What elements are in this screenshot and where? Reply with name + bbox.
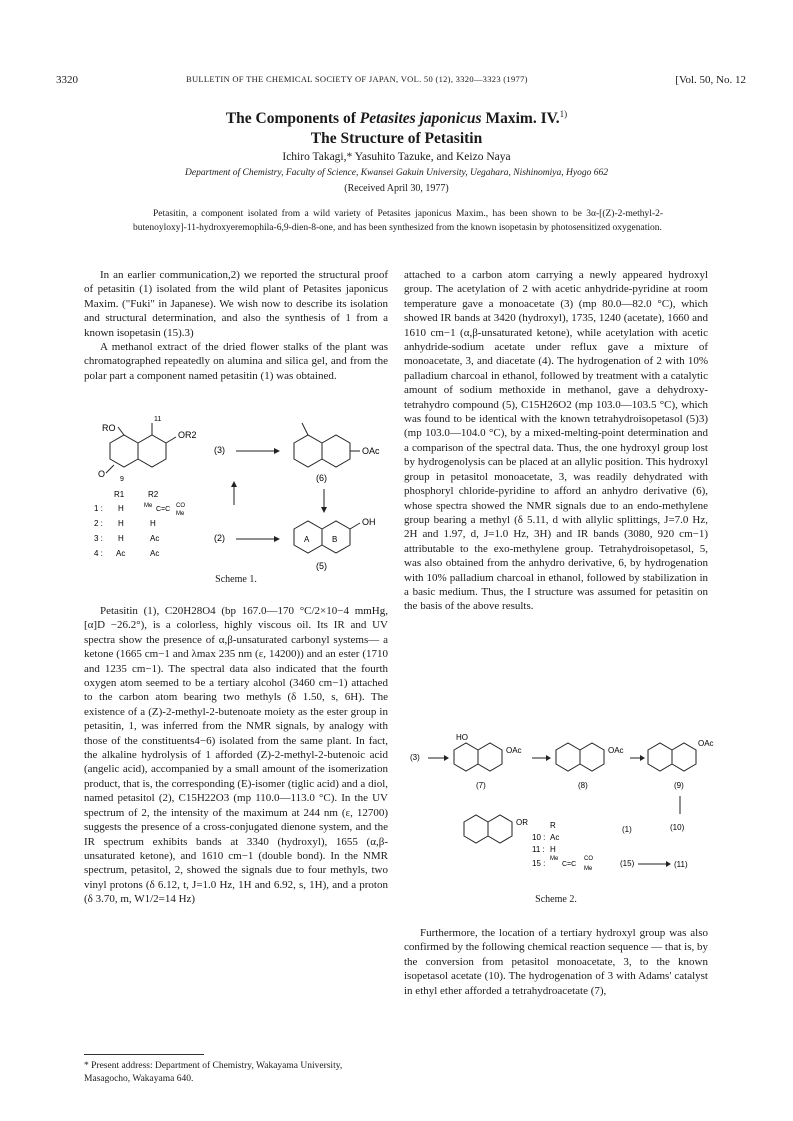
r11-val: H (550, 845, 556, 854)
right-column-top (404, 268, 708, 614)
row-2-r1: H (118, 519, 124, 528)
compound-5-label: (5) (316, 561, 327, 571)
compound-r-structure (464, 815, 512, 843)
or-label: OR (516, 818, 528, 827)
row-4-num: 4 : (94, 549, 103, 558)
ro-label: RO (102, 423, 116, 433)
compound-8-label: (8) (578, 781, 588, 790)
paragraph: Furthermore, the location of a tertiary hydroxyl group was also confirmed by the following chemical reaction sequence — that is, by the conversion from petasitol monoacetate, 3, to the known isopetasol acetate (10). The hydrogenation of 3 with Adams' catalyst in ethyl ether afforded a tetrahydroacetate (7), (404, 927, 708, 997)
author-list: Ichiro Takagi,* Yasuhito Tazuke, and Keizo Naya (282, 151, 511, 163)
page-number: 3320 (56, 74, 78, 86)
o-label: O (98, 469, 106, 479)
arrowhead-icon (274, 448, 280, 454)
affiliation: Department of Chemistry, Faculty of Science, Kwansei Gakuin University, Uegahara, Nishinomiya, Hyogo 662 (185, 168, 608, 178)
scheme-2-figure (404, 726, 714, 876)
n9-label: 9 (120, 476, 124, 483)
compound-9-structure (648, 743, 696, 771)
row-4-r2: Ac (150, 549, 160, 558)
row-1-num: 1 : (94, 504, 103, 513)
oac-label: OAc (506, 746, 522, 755)
r15-cc: C=C (562, 861, 577, 868)
oac-label-3: OAc (698, 739, 714, 748)
left-column-top (84, 268, 388, 383)
n11-label: 11 (154, 416, 162, 423)
arrowhead-icon (231, 481, 237, 487)
compound-3-label: (3) (410, 753, 420, 762)
ho-label: HO (456, 733, 468, 742)
arrowhead-icon (666, 861, 671, 867)
r15-me: Me (550, 856, 559, 862)
row-4-r1: Ac (116, 549, 126, 558)
r10-val: Ac (550, 833, 560, 842)
oac-label: OAc (362, 446, 380, 456)
arrow-label-3: (3) (214, 445, 225, 455)
or2-label: OR2 (178, 430, 197, 440)
arrowhead-icon (640, 755, 645, 761)
volume-label: [Vol. 50, No. 12 (675, 74, 746, 86)
ring-b-label: B (332, 535, 338, 544)
row-3-r2: Ac (150, 534, 160, 543)
row-1-r1: H (118, 504, 124, 513)
angeloyl-me2: Me (176, 511, 185, 517)
paper-title (80, 104, 713, 149)
paragraph: attached to a carbon atom carrying a newly appeared hydroxyl group. The acetylation of 2 with acetic anhydride-pyridine at room temperature gave a monoacetate (3) (mp 80.0—82.0 °C), which showed IR bands at 3420 (hydroxyl), 1735, 1240 (acetate), 1660 and 1610 cm−1 (α,β-unsaturated ketone), while acetylation with acetic anhydride-sodium acetate under reflux gave a mixture of monoacetate, 3, and diacetate (4). The hydrogenation of 2 with 10% palladium charcoal in ethanol, followed by treatment with a catalytic amount of sodium methoxide in methanol, gave a dehydroxy-tetrahydro compound (5), C15H26O2 (mp 103.0—103.5 °C), which was found to be identical with the known tetrahydroisopetasol (5)3) (mp 103.0—104.0 °C), by a mixed-melting-point determination and a comparison of the spectral data. Thus, the one hydroxyl group lost by hydrogenolysis can be placed at an allylic position. This hydroxyl group in petasitol monoacetate, 3, was readily dehydrated with phosphoryl chloride-pyridine to afford an anhydro derivative (6), whose spectra showed the NMR signals due to an endo-methylene group bearing a methyl (δ 5.11, d with allylic splittings, J=7.0 Hz, 2H and 1.97, d, J=1.0 Hz, 3H) and IR bands (3080, 920 cm−1) attributable to the exo-methylene group. Tetrahydroisopetasol, 5, was also obtained from the anhydro derivative, 6, by hydrogenation with 10% palladium charcoal in ethanol, followed by stabilization in a basic medium. Thus, the I structure was assumed for petasitin on the basis of the above results. (404, 269, 708, 613)
arrowhead-icon (274, 536, 280, 542)
paragraph: In an earlier communication,2) we reported the structural proof of petasitin (1) isolated from the wild plant of Petasites japonicus Maxim. ("Fuki" in Japanese). We wish now to describe its isolation and structural determination, and also the synthesis of 1 from a known isopetasin (15).3) (84, 269, 388, 339)
r15-co: CO (584, 856, 593, 862)
r-header: R (550, 821, 556, 830)
angeloyl-me: Me (144, 503, 153, 509)
running-header (56, 74, 746, 88)
r2-header: R2 (148, 490, 159, 499)
ring-a-label: A (304, 535, 310, 544)
compound-15-label: (15) (620, 859, 635, 868)
compound-11-label: (11) (674, 860, 688, 869)
arrowhead-icon (321, 507, 327, 513)
title-text-end: Maxim. IV. (481, 110, 560, 128)
title-ref: 1) (559, 109, 568, 119)
r15-me2: Me (584, 866, 593, 872)
footnote: * Present address: Department of Chemistry, Wakayama University, Masagocho, Wakayama 640. (84, 1061, 343, 1084)
r1-header: R1 (114, 490, 125, 499)
oh-label: OH (362, 517, 376, 527)
received-date: (Received April 30, 1977) (344, 183, 449, 194)
title-species: Petasites japonicus (359, 110, 482, 128)
angeloyl-cc: C=C (156, 506, 171, 513)
compound-1-structure (106, 423, 176, 473)
row-3-num: 3 : (94, 534, 103, 543)
oac-label-2: OAc (608, 746, 624, 755)
compound-6-label: (6) (316, 473, 327, 483)
title-line2: The Structure of Petasitin (310, 130, 483, 148)
scheme-1-figure (84, 395, 388, 595)
scheme-1-caption: Scheme 1. (215, 574, 257, 585)
footnote-rule (84, 1054, 204, 1055)
arrow-label-2: (2) (214, 533, 225, 543)
paragraph: Petasitin (1), C20H28O4 (bp 167.0—170 °C/2×10−4 mmHg, [α]D −26.2°), is a colorless, highly viscous oil. Its IR and UV spectra show the presence of α,β-unsaturated carbonyl systems— a ketone (1665 cm−1 and λmax 235 nm (ε, 14200)) and an ester (1710 and 1235 cm−1). The spectral data also indicated that the fourth oxygen atom seemed to be a tertiary alcohol (3460 cm−1) attached to the carbon atom bearing two methyls (δ 1.50, s, 6H). The existence of a (Z)-2-methyl-2-butenoate moiety as the ester group in petasitin, 1, was inferred from the NMR signals, by analogy with those of the constituents4−6) isolated from the same plant. In fact, the alkaline hydrolysis of 1 afforded (Z)-2-methyl-2-butenoic acid (angelic acid), accompanied by a small amount of the isomerization product, that is, the corresponding (E)-isomer (tiglic acid) and a diol, named petasitol (2), C15H22O3 (mp 110.0—113.0 °C). In the UV spectrum of 2, the intensity of the maximum at 244 nm (ε, 12700) suggests the presence of a cross-conjugated dienone system, and the IR spectrum exhibits bands at 3340 (hydroxyl), 1655 (α,β-unsaturated ketone), and 1610 cm−1 (double bond). In the NMR spectrum, petasitol, 2, showed the signals due to four methyls, two vinyl protons (δ 6.12, t, J=1.0 Hz, 1H and 6.92, s, 1H), and a proton (δ 3.70, m, W1/2=14 Hz) (84, 605, 388, 906)
compound-10-label: (10) (670, 823, 685, 832)
scheme-2-caption: Scheme 2. (535, 894, 577, 905)
arrowhead-icon (444, 755, 449, 761)
arrowhead-icon (546, 755, 551, 761)
paragraph: A methanol extract of the dried flower stalks of the plant was chromatographed repeatedly on alumina and silica gel, and from the polar part a component named petasitin (1) was obtained. (84, 341, 388, 382)
abstract: Petasitin, a component isolated from a wild variety of Petasites japonicus Maxim., has been shown to be 3α-[(Z)-2-methyl-2-butenoyloxy]-11-hydroxyeremophila-6,9-dien-8-one, and has been synthesized from the known isopetasin by photosensitized oxygenation. (133, 209, 663, 233)
compound-8-structure (556, 743, 604, 771)
angeloyl-co: CO (176, 503, 185, 509)
compound-7-label: (7) (476, 781, 486, 790)
compound-9-label: (9) (674, 781, 684, 790)
journal-citation: BULLETIN OF THE CHEMICAL SOCIETY OF JAPAN, VOL. 50 (12), 3320—3323 (1977) (186, 74, 528, 84)
r15-num: 15 : (532, 859, 546, 868)
row-2-num: 2 : (94, 519, 103, 528)
right-column-bottom (404, 926, 708, 998)
compound-1-ref: (1) (622, 825, 632, 834)
compound-6-structure (294, 423, 360, 467)
r11-num: 11 : (532, 845, 545, 854)
compound-7-structure (454, 743, 502, 771)
row-3-r1: H (118, 534, 124, 543)
left-column-bottom (84, 604, 388, 907)
title-text: The Components of (225, 110, 360, 128)
r10-num: 10 : (532, 833, 546, 842)
row-2-r2: H (150, 519, 156, 528)
